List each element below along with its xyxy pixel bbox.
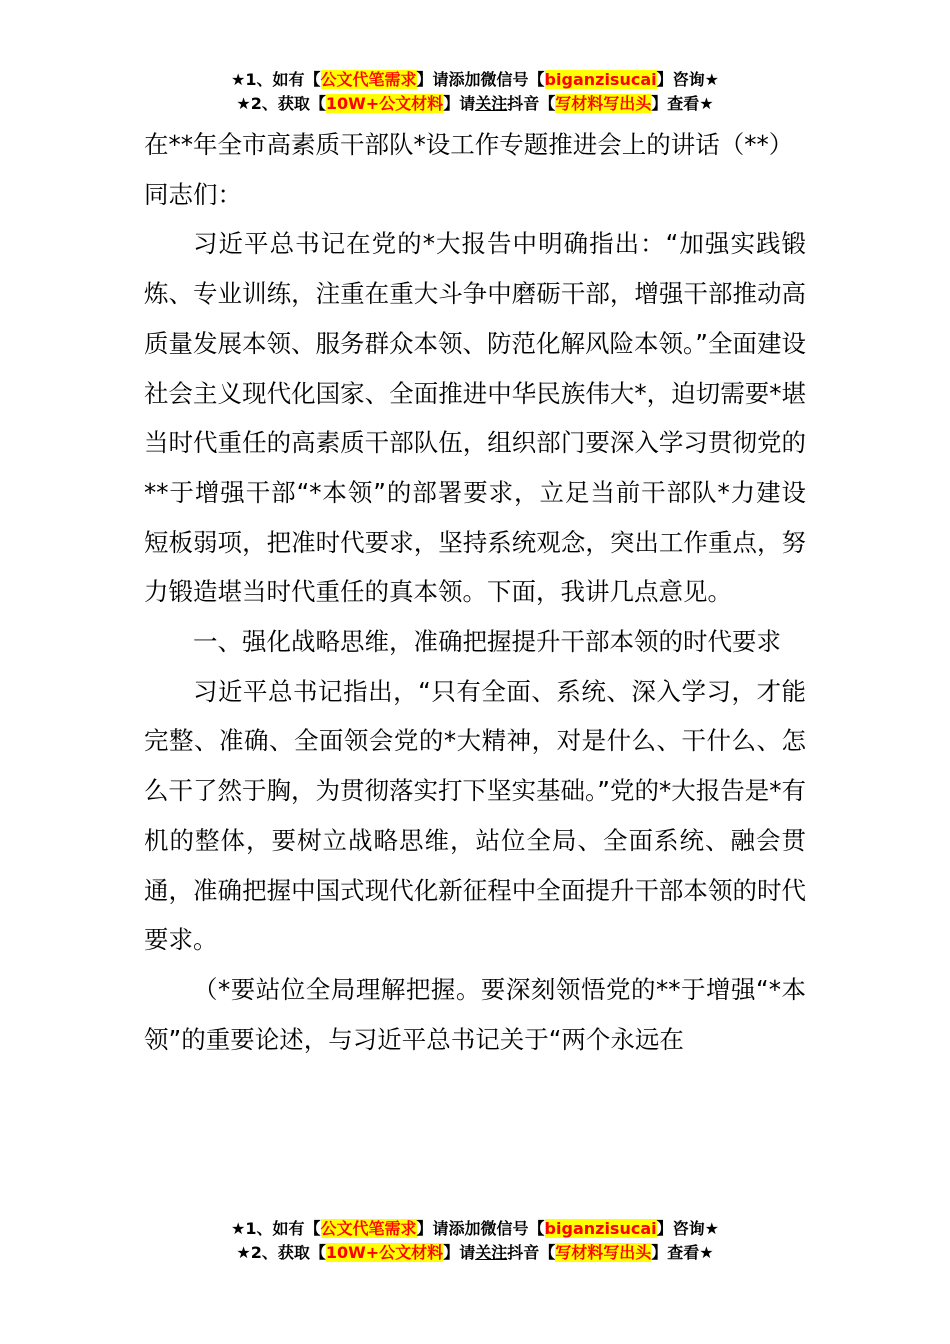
ad-text: 】请: [443, 94, 476, 113]
ad-text: 】咨询★: [656, 70, 719, 89]
ad-text: 】请添加微信号【: [416, 70, 545, 89]
ad-highlight-materials: 10W+公文材料: [325, 94, 444, 113]
ad-line-1: [0, 68, 950, 92]
section-heading: 一、强化战略思维，准确把握提升干部本领的时代要求: [193, 627, 781, 657]
ad-text: ★1、如有【: [231, 1219, 321, 1238]
intro-paragraph: 习近平总书记在党的*大报告中明确指出：“加强实践锻炼、专业训练，注重在重大斗争中磨砺干部，增强干部推动高质量发展本领、服务群众本领、防范化解风险本领。”全面建设社会主义现代化国家、全面推进中华民族伟大*，迫切需要*堪当时代重任的高素质干部队伍，组织部门要深入学习贯彻党的**于增强干部“*本领”的部署要求，立足当前干部队*力建设短板弱项，把准时代要求，坚持系统观念，突出工作重点，努力锻造堪当时代重任的真本领。下面，我讲几点意见。: [144, 229, 806, 607]
ad-text: ★2、获取【: [236, 1243, 326, 1262]
ad-text: 】请: [443, 1243, 476, 1262]
ad-highlight-materials: 10W+公文材料: [325, 1243, 444, 1262]
ad-line-2: [0, 1241, 950, 1265]
ad-text: 抖音【: [507, 1243, 556, 1262]
document-title: 在**年全市高素质干部队*设工作专题推进会上的讲话（**）: [144, 130, 794, 159]
ad-highlight-service: 公文代笔需求: [320, 70, 417, 89]
top-ad-banner: [0, 68, 950, 116]
ad-text-underlined: 关注: [475, 1243, 508, 1262]
bottom-ad-banner: [0, 1217, 950, 1265]
ad-highlight-wechat-id: biganzisucai: [544, 1219, 657, 1238]
document-body: [144, 120, 806, 1064]
ad-text-underlined: 关注: [475, 94, 508, 113]
ad-highlight-douyin: 写材料写出头: [555, 1243, 652, 1262]
greeting: 同志们：: [144, 179, 242, 209]
subsection-paragraph: （*要站位全局理解把握。要深刻领悟党的**于增强“*本领”的重要论述，与习近平总书记关于“两个永远在: [144, 974, 806, 1054]
ad-highlight-wechat-id: biganzisucai: [544, 70, 657, 89]
section-paragraph: 习近平总书记指出，“只有全面、系统、深入学习，才能完整、准确、全面领会党的*大精神，对是什么、干什么、怎么干了然于胸，为贯彻落实打下坚实基础。”党的*大报告是*有机的整体，要树立战略思维，站位全局、全面系统、融会贯通，准确把握中国式现代化新征程中全面提升干部本领的时代要求。: [144, 676, 806, 955]
ad-line-2: [0, 92, 950, 116]
ad-text: 】咨询★: [656, 1219, 719, 1238]
ad-text: ★1、如有【: [231, 70, 321, 89]
ad-highlight-douyin: 写材料写出头: [555, 94, 652, 113]
ad-text: 抖音【: [507, 94, 556, 113]
ad-text: 】请添加微信号【: [416, 1219, 545, 1238]
ad-line-1: [0, 1217, 950, 1241]
ad-text: 】查看★: [651, 94, 714, 113]
ad-text: 】查看★: [651, 1243, 714, 1262]
ad-text: ★2、获取【: [236, 94, 326, 113]
ad-highlight-service: 公文代笔需求: [320, 1219, 417, 1238]
